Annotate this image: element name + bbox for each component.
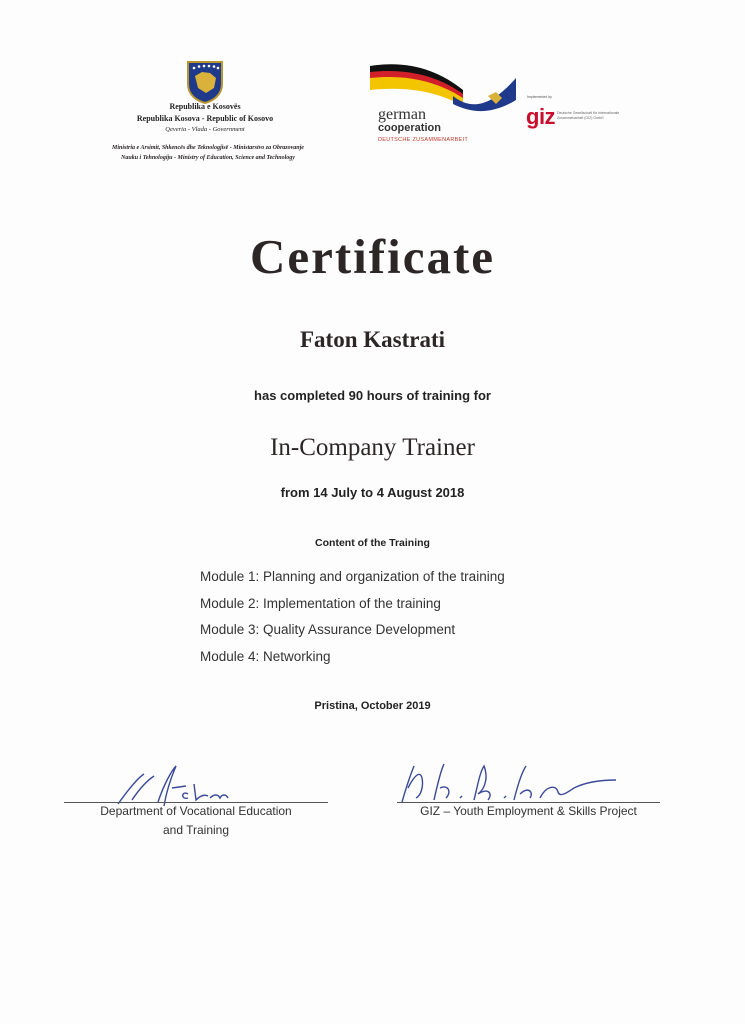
kosovo-emblem-icon — [186, 60, 224, 104]
signatory-giz-project: GIZ – Youth Employment & Skills Project — [420, 804, 637, 818]
giz-description: Deutsche Gesellschaft für Internationale Zusammenarbeit (GIZ) GmbH — [557, 111, 620, 120]
module-item: Module 4: Networking — [200, 649, 331, 664]
signature-right — [390, 758, 620, 808]
certificate-title: Certificate — [249, 229, 496, 284]
german-cooperation-tagline: DEUTSCHE ZUSAMMENARBEIT — [378, 137, 469, 143]
giz-logo: giz — [526, 104, 556, 129]
signatory-department-line-2: and Training — [162, 823, 230, 837]
module-item: Module 1: Planning and organization of the training — [200, 569, 505, 584]
kosovo-name-serbian-english: Republika Kosova - Republic of Kosovo — [136, 114, 274, 123]
german-cooperation-word-german: german — [378, 106, 426, 123]
training-dates: from 14 July to 4 August 2018 — [280, 485, 465, 500]
giz-implemented-by: Implemented by — [527, 95, 552, 99]
signature-line-left — [64, 802, 328, 803]
ministry-line-1: Ministria e Arsimit, Shkencës dhe Teknologjisë - Ministarstvo za Obrazovanje — [112, 145, 304, 151]
place-date: Pristina, October 2019 — [314, 700, 431, 712]
content-heading: Content of the Training — [315, 537, 430, 549]
course-name: In-Company Trainer — [270, 434, 475, 461]
kosovo-name-albanian: Republika e Kosovës — [169, 102, 241, 111]
module-item: Module 2: Implementation of the training — [200, 596, 441, 611]
recipient-name: Faton Kastrati — [299, 327, 445, 352]
kosovo-government: Qeveria - Vlada - Government — [165, 126, 245, 133]
completed-text: has completed 90 hours of training for — [254, 388, 491, 403]
ministry-line-2: Nauku i Tehnologiju - Ministry of Education, Science and Technology — [121, 155, 295, 161]
module-item: Module 3: Quality Assurance Development — [200, 622, 456, 637]
signature-line-right — [397, 802, 660, 803]
signatory-department-line-1: Department of Vocational Education — [100, 804, 292, 818]
german-cooperation-word-cooperation: cooperation — [378, 122, 441, 134]
